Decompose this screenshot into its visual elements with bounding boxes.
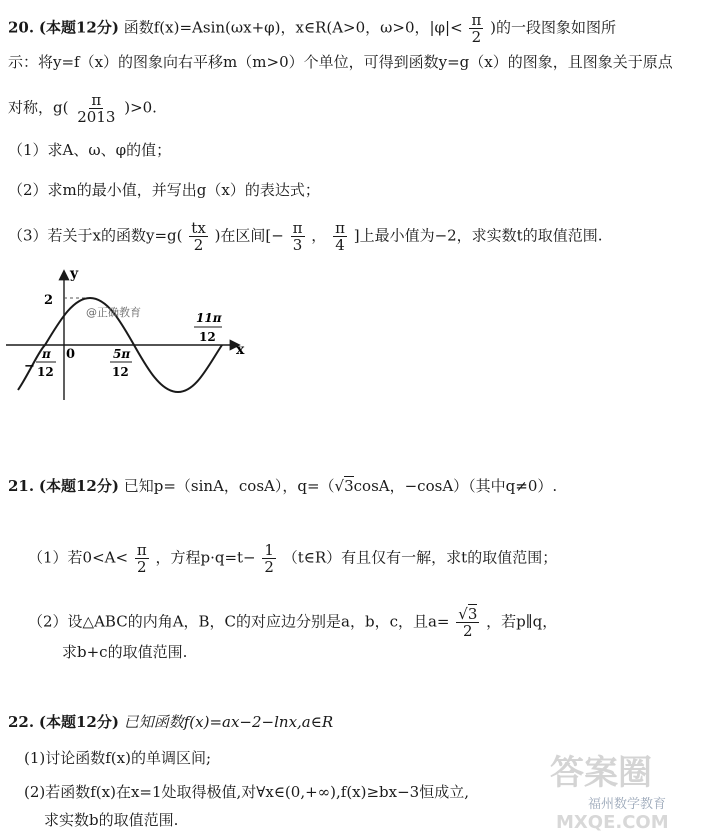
q20-line2: 示：将y=f（x）的图象向右平移m（m>0）个单位，可得到函数y=g（x）的图象，且图象关于原点 [8, 53, 673, 71]
one-half [262, 542, 276, 575]
q21-p2-a: （2）设△ABC的内角A，B，C的对应边分别是a，b，c，且a= [28, 612, 450, 631]
frac-numerator: π [136, 541, 147, 559]
pi-over-2 [469, 12, 483, 45]
q20-line3-b: )>0. [124, 98, 157, 117]
q21-line1-a: 已知p=（sinA，cosA），q=（ [123, 477, 335, 495]
watermark-big: 答案圈 [550, 753, 652, 793]
q22-part1: (1)讨论函数f(x)的单调区间; [24, 749, 212, 767]
frac-denominator: 2 [471, 28, 482, 46]
q21-part1 [28, 542, 557, 575]
frac-numerator: 1 [264, 541, 274, 559]
frac-denominator: 2 [264, 558, 274, 576]
pi-over-4 [333, 220, 347, 253]
sqrt-value: 3 [467, 605, 478, 623]
q20-part3 [8, 220, 602, 253]
q21-score: (本题12分) [38, 477, 119, 495]
origin-label: 0 [66, 347, 76, 362]
tx-over-2 [189, 220, 208, 253]
q22-line1 [8, 712, 333, 732]
frac-numerator: π [471, 11, 482, 29]
q21-p2-b: ，若p∥q， [486, 612, 558, 631]
q20-p3-b: )在区间[− [214, 226, 284, 245]
watermark-url: MXQE.COM [556, 812, 669, 832]
frac-numerator: tx [191, 219, 206, 237]
y-tick-2: 2 [44, 293, 54, 308]
sqrt-value: 3 [344, 477, 354, 495]
y-axis-label: y [70, 266, 79, 282]
x-axis-label: x [236, 342, 245, 358]
q20-p3-c: ， [311, 226, 327, 245]
tick-5pi-den: 12 [112, 365, 129, 379]
q21-p1-a: （1）若0<A< [28, 548, 129, 567]
pi-over-2013 [75, 92, 117, 125]
watermark-small: 福州数学教育 [588, 797, 667, 812]
frac-numerator [456, 606, 479, 623]
q20-p3-d: ]上最小值为−2，求实数t的取值范围. [353, 226, 603, 245]
sqrt3-over-2 [456, 606, 479, 639]
q22-number: 22. [8, 713, 35, 731]
q20-score: (本题12分) [38, 18, 119, 37]
neg-tick-num: π [42, 347, 51, 361]
q21-p1-c: （t∈R）有且仅有一解，求t的取值范围； [282, 548, 558, 567]
q21-p1-b: ，方程p·q=t− [155, 548, 256, 567]
frac-denominator: 4 [335, 236, 345, 254]
frac-denominator: 2 [463, 622, 473, 640]
q21-number: 21. [8, 477, 35, 495]
q20-line3 [8, 92, 157, 125]
q21-line1-b: cosA，−cosA）（其中q≠0）. [353, 477, 558, 495]
frac-denominator: 3 [292, 236, 303, 254]
tick-11pi-den: 12 [199, 330, 216, 344]
q20-part1: （1）求A、ω、φ的值； [8, 141, 172, 159]
pi-over-2 [135, 542, 149, 575]
sine-graph [0, 262, 260, 402]
q22-part2b: 求实数b的取值范围. [44, 811, 179, 829]
q21-line1 [8, 476, 557, 496]
frac-numerator: π [91, 91, 102, 109]
q21-part2b: 求b+c的取值范围. [62, 643, 188, 661]
q22-part2: (2)若函数f(x)在x=1处取得极值,对∀x∈(0,+∞),f(x)≥bx−3恒成立, [24, 783, 469, 801]
q20-line1 [8, 12, 616, 45]
q21-part2 [28, 606, 557, 639]
frac-denominator: 2 [193, 236, 204, 254]
q20-p3-a: （3）若关于x的函数y=g( [8, 226, 183, 245]
tick-5pi-num: 5π [113, 347, 131, 361]
q20-text: 函数f(x)=Asin(ωx+φ)，x∈R(A>0，ω>0，|φ|< [123, 18, 463, 37]
q22-score: (本题12分) [38, 713, 119, 731]
neg-sign: − [24, 359, 35, 374]
sqrt-symbol: √ [458, 605, 468, 623]
frac-denominator: 2013 [77, 108, 116, 126]
watermark-text: @正确教育 [86, 306, 141, 319]
neg-tick-den: 12 [37, 365, 54, 379]
frac-numerator: π [292, 219, 303, 237]
q20-number: 20. [8, 18, 35, 37]
frac-numerator: π [335, 219, 345, 237]
q20-tail: )的一段图象如图所 [490, 18, 616, 37]
q22-text: 已知函数f(x)=ax−2−lnx,a∈R [123, 713, 334, 731]
q20-line3-a: 对称，g( [8, 98, 69, 117]
pi-over-3 [291, 220, 305, 253]
sqrt-symbol: √ [334, 477, 345, 495]
q20-part2: （2）求m的最小值，并写出g（x）的表达式； [8, 181, 320, 199]
tick-11pi-num: 11π [196, 311, 222, 325]
site-watermark [548, 742, 698, 832]
frac-denominator: 2 [137, 558, 147, 576]
